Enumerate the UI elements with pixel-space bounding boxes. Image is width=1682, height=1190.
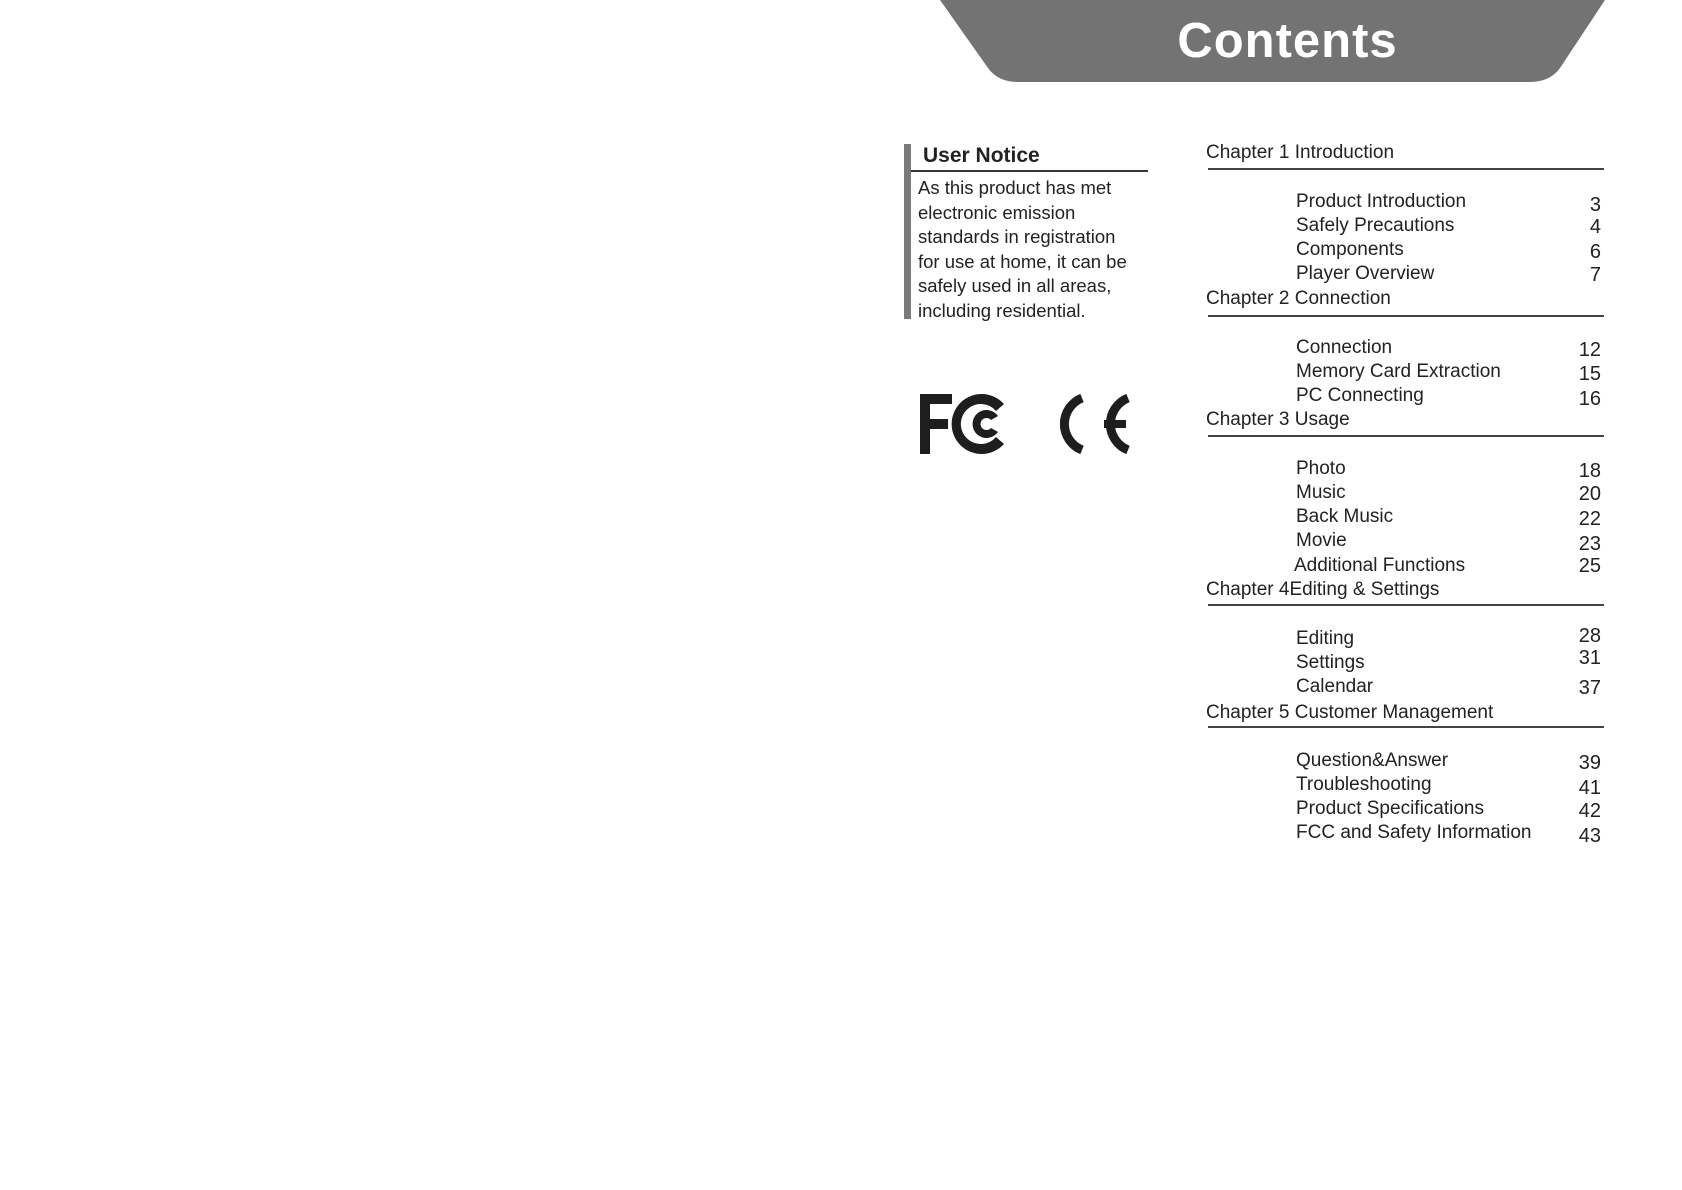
chapter-5-divider [1208,726,1604,728]
chapter-3-title: Chapter 3 Usage [1206,409,1350,430]
table-of-contents [1206,0,1606,900]
chapter-1-title: Chapter 1 Introduction [1206,142,1395,163]
toc-entry-label: FCC and Safety Information [1296,822,1532,843]
toc-entry-label: PC Connecting [1296,385,1424,406]
chapter-2-title: Chapter 2 Connection [1206,288,1391,309]
notice-line: As this product has met [918,177,1112,198]
toc-entry-label: Connection [1296,337,1393,358]
toc-entry-label: Calendar [1296,676,1374,697]
toc-entry-page: 39 [1578,752,1601,774]
notice-body [918,176,1146,323]
toc-entry-page: 25 [1578,555,1601,577]
toc-entry-page: 37 [1578,677,1601,699]
toc-entry-label: Player Overview [1296,263,1435,284]
notice-accent-bar [904,144,911,319]
toc-entry-page: 22 [1578,508,1601,530]
notice-title: User Notice [923,144,1040,167]
toc-entry-page: 12 [1578,339,1601,361]
toc-entry-label: Movie [1296,530,1347,551]
toc-entry-label: Music [1296,482,1346,503]
toc-entry-page: 15 [1578,363,1601,385]
toc-entry-label: Components [1296,239,1404,260]
toc-entry-page: 43 [1578,825,1601,847]
toc-entry-label: Product Specifications [1296,798,1484,819]
notice-line: standards in registration [918,226,1116,247]
toc-entry-label: Troubleshooting [1296,774,1432,795]
notice-line: including residential. [918,299,1086,321]
toc-entry-page: 16 [1578,388,1601,410]
chapter-5-title: Chapter 5 Customer Management [1206,702,1494,723]
page-title: Contents [1177,14,1398,68]
toc-entry-page: 42 [1578,800,1601,822]
notice-line: for use at home, it can be [918,250,1127,272]
toc-entry-page: 3 [1589,194,1601,216]
toc-entry-label: Memory Card Extraction [1296,361,1501,382]
toc-entry-page: 6 [1589,241,1601,263]
toc-entry-label: Back Music [1296,506,1394,527]
notice-line: safely used in all areas, [918,275,1112,296]
toc-entry-label: Question&Answer [1296,750,1449,771]
chapter-1-divider [1208,168,1604,170]
toc-entry-page: 31 [1578,647,1601,669]
toc-entry-page: 7 [1589,264,1601,286]
chapter-3-divider [1208,435,1604,437]
chapter-4-divider [1208,604,1604,606]
toc-entry-page: 41 [1578,777,1601,799]
ce-logo [1046,392,1136,456]
toc-entry-page: 23 [1578,533,1601,555]
notice-line: electronic emission [918,201,1076,223]
fcc-logo [918,390,1008,458]
chapter-2-divider [1208,315,1604,317]
toc-entry-label: Settings [1296,652,1365,673]
toc-entry-page: 28 [1578,625,1601,647]
notice-divider [911,170,1148,172]
toc-entry-label: Safely Precautions [1296,215,1455,236]
toc-entry-label: Product Introduction [1296,191,1467,212]
toc-entry-page: 4 [1589,216,1601,238]
toc-entry-label: Editing [1296,628,1355,649]
chapter-4-title: Chapter 4Editing & Settings [1206,579,1440,600]
toc-entry-page: 20 [1578,483,1601,505]
toc-entry-page: 18 [1578,460,1601,482]
toc-entry-label: Additional Functions [1294,555,1466,576]
toc-entry-label: Photo [1296,458,1346,479]
